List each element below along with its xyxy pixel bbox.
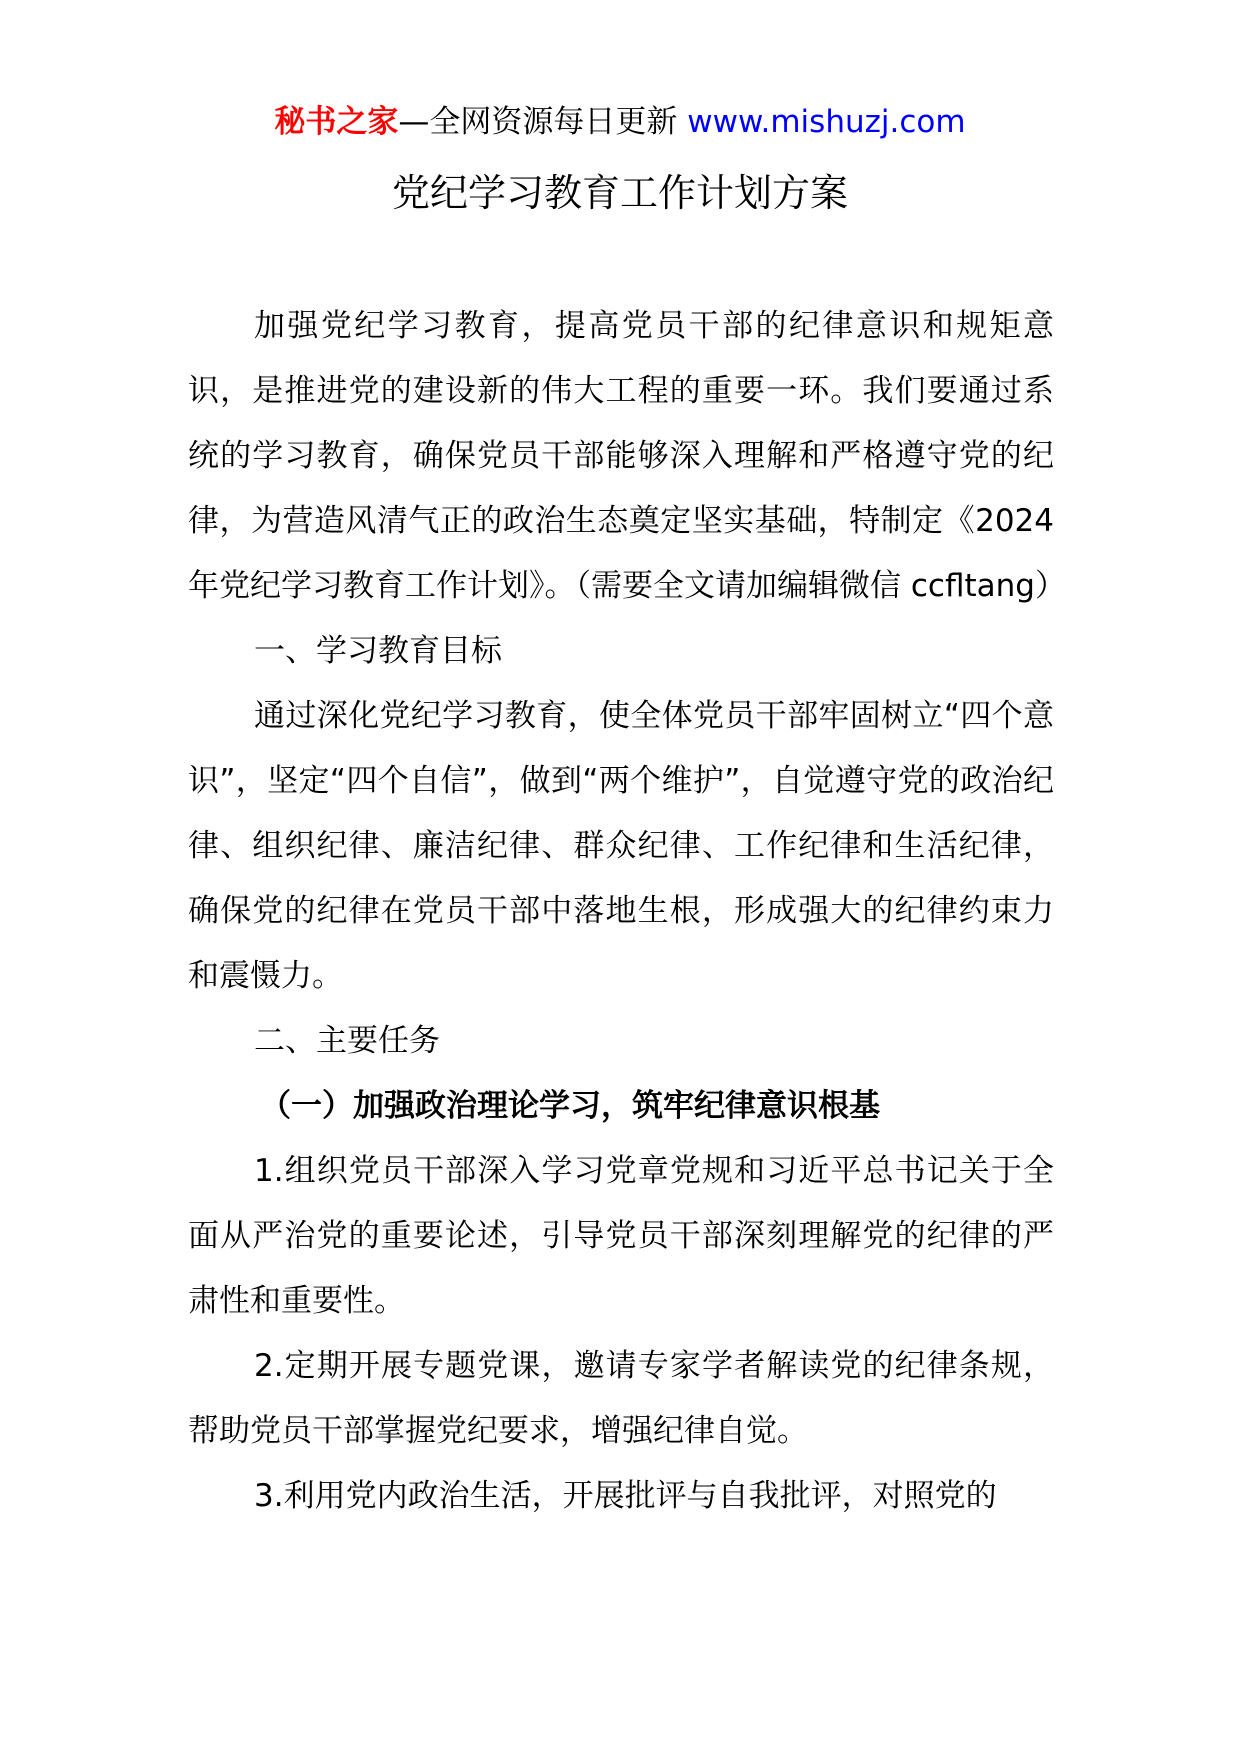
task-item-2: 2.定期开展专题党课，邀请专家学者解读党的纪律条规，帮助党员干部掌握党纪要求，增强纪律自觉。 bbox=[188, 1348, 1054, 1449]
section-heading-tasks: 二、主要任务 bbox=[254, 1023, 440, 1059]
brand-name: 秘书之家 bbox=[274, 104, 399, 140]
site-header bbox=[0, 102, 1240, 142]
task-item-3: 3.利用党内政治生活，开展批评与自我批评，对照党的 bbox=[254, 1478, 997, 1514]
header-slogan: —全网资源每日更新 bbox=[398, 104, 688, 140]
document-body bbox=[188, 294, 1066, 1529]
goals-paragraph: 通过深化党纪学习教育，使全体党员干部牢固树立“四个意识”，坚定“四个自信”，做到“两个维护”，自觉遵守党的政治纪律、组织纪律、廉洁纪律、群众纪律、工作纪律和生活纪律，确保党的纪律在党员干部中落地生根，形成强大的纪律约束力和震慑力。 bbox=[188, 698, 1054, 994]
intro-paragraph: 加强党纪学习教育，提高党员干部的纪律意识和规矩意识，是推进党的建设新的伟大工程的重要一环。我们要通过系统的学习教育，确保党员干部能够深入理解和严格遵守党的纪律，为营造风清气正的政治生态奠定坚实基础，特制定《2024年党纪学习教育工作计划》。（需要全文请加编辑微信 ccfltang） bbox=[188, 308, 1066, 604]
document-title: 党纪学习教育工作计划方案 bbox=[391, 171, 848, 215]
section-heading-goals: 一、学习教育目标 bbox=[254, 633, 502, 669]
site-url-link[interactable]: www.mishuzj.com bbox=[687, 104, 966, 140]
task-item-1: 1.组织党员干部深入学习党章党规和习近平总书记关于全面从严治党的重要论述，引导党员干部深刻理解党的纪律的严肃性和重要性。 bbox=[188, 1153, 1054, 1319]
subsection-heading-theory: （一）加强政治理论学习，筑牢纪律意识根基 bbox=[260, 1088, 880, 1124]
